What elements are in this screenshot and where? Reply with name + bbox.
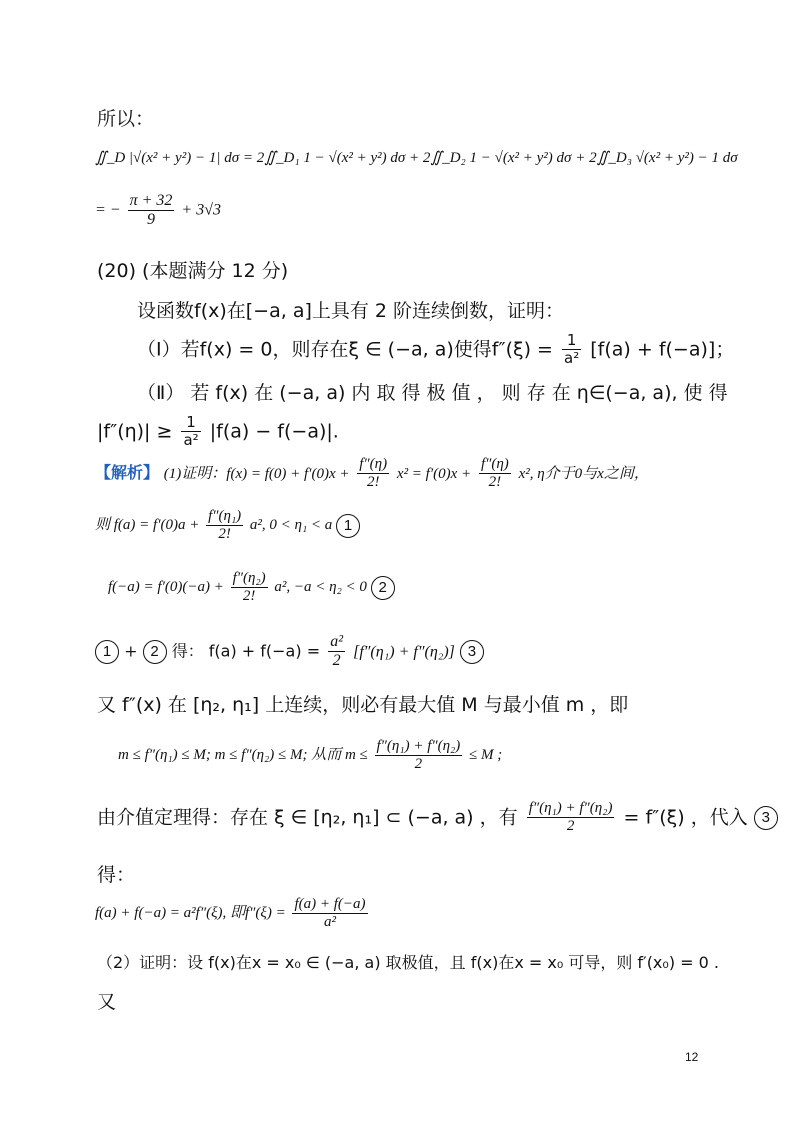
conclusion-text: f(a) + f(−a) = a²f″(ξ), 即f″(ξ) = xyxy=(95,905,286,922)
problem-statement: 设函数f(x)在[−a, a]上具有 2 阶连续倒数，证明： xyxy=(137,300,565,322)
solution-line-5: 又 f″(x) 在 [η₂, η₁] 上连续，则必有最大值 M 与最小值 m ，即 xyxy=(97,694,629,716)
bounds-tail: ≤ M ; xyxy=(469,747,503,764)
conclusion-fraction: $\frac{f(a) + f(-a)}{\text{a²}}$ xyxy=(294,896,366,931)
problem-heading: (20) (本题满分 12 分) xyxy=(97,260,289,282)
part-one-tail: [f(a) + f(−a)]； xyxy=(590,338,735,361)
circled-two-ref: 2 xyxy=(143,640,167,664)
solution-line-9 xyxy=(95,896,371,932)
taylor-fraction-1: $\frac{f''(\eta)}{2!}$ xyxy=(359,456,388,491)
fa-fraction: $\frac{\text{f″(η₁)}}{2!}$ xyxy=(208,508,242,543)
fa-range: a², 0 < η₁ < a xyxy=(249,517,333,534)
taylor-text-b: x² = f′(0)x + xyxy=(396,465,472,482)
sum-text: 得： f(a) + f(−a) = xyxy=(171,641,321,661)
fa-text: 则 f(a) = f′(0)a + xyxy=(95,517,200,534)
part-one-statement xyxy=(137,332,734,368)
solution-line-7 xyxy=(97,800,778,836)
solution-line-10: （2）证明：设 f(x)在x = x₀ ∈ (−a, a) 取极值，且 f(x)在x = x₀ 可导，则 f′(x₀) = 0 . xyxy=(97,953,719,972)
fneg-range: a², −a < η₂ < 0 xyxy=(274,579,367,596)
circled-three-ref: 3 xyxy=(754,806,778,830)
result-fraction: $\frac{\pi + 32}{9}$ xyxy=(129,192,173,229)
sum-bracket: [f″(η₁) + f″(η₂)] xyxy=(353,643,455,661)
integral-equation: ∬_D |√(x² + y²) − 1| dσ = 2∬_D₁ 1 − √(x² + y²) dσ + 2∬_D₂ 1 − √(x² + y²) dσ + 2∬_D₃ √(x² + y²) − 1 dσ xyxy=(95,150,738,166)
taylor-text-c: x², η介于0与x之间， xyxy=(518,465,649,482)
circled-three: 3 xyxy=(460,640,484,664)
solution-tag: 【解析】 xyxy=(95,462,160,482)
inequality-left: |f″(η)| ≥ xyxy=(97,420,173,443)
inequality-fraction: $\frac{1}{\text{a²}}$ xyxy=(183,413,199,450)
result-suffix: + 3√3 xyxy=(181,201,221,219)
solution-line-2 xyxy=(95,508,360,544)
so-label: 所以： xyxy=(97,108,155,130)
part-two-statement: （Ⅱ） 若 f(x) 在 (−a, a) 内 取 得 极 值 ， 则 存 在 η∈(−a, a), 使 得 xyxy=(137,382,728,404)
part-one-text: （Ⅰ）若f(x) = 0，则存在ξ ∈ (−a, a)使得f″(ξ) = xyxy=(137,338,553,361)
taylor-text-a: (1)证明：f(x) = f(0) + f′(0)x + xyxy=(163,465,350,482)
ivt-text: 由介值定理得：存在 ξ ∈ [η₂, η₁] ⊂ (−a, a) ，有 xyxy=(97,806,518,829)
circled-two: 2 xyxy=(371,576,395,600)
circled-one: 1 xyxy=(336,514,360,538)
circled-one-ref: 1 xyxy=(95,640,119,664)
bounds-text: m ≤ f″(η₁) ≤ M; m ≤ f″(η₂) ≤ M; 从而 m ≤ xyxy=(118,747,368,764)
part-two-inequality xyxy=(97,414,339,450)
fneg-fraction: $\frac{\text{f″(η₂)}}{2!}$ xyxy=(232,570,266,605)
solution-line-8: 得： xyxy=(97,864,136,886)
plus-sign: + xyxy=(124,641,138,661)
fneg-text: f(−a) = f′(0)(−a) + xyxy=(108,579,224,596)
result-prefix: = − xyxy=(95,201,121,219)
solution-line-4 xyxy=(95,633,484,671)
inequality-right: |f(a) − f(−a)|. xyxy=(209,420,339,443)
sum-fraction: $\frac{\text{a²}}{2}$ xyxy=(330,633,343,670)
part-one-fraction: $\frac{1}{\text{a²}}$ xyxy=(564,331,580,368)
solution-line-11: 又 xyxy=(97,991,117,1013)
bounds-fraction: $\frac{\text{f″(η₁) + f″(η₂)}}{2}$ xyxy=(376,738,461,773)
solution-line-3 xyxy=(108,570,395,606)
ivt-tail: = f″(ξ) ，代入 xyxy=(623,806,748,829)
solution-line-1 xyxy=(95,456,649,492)
page-number: 12 xyxy=(685,1050,699,1064)
taylor-fraction-2: $\frac{f''(\eta)}{2!}$ xyxy=(480,456,509,491)
solution-line-6 xyxy=(118,738,502,774)
integral-result xyxy=(95,192,221,230)
ivt-fraction: $\frac{\text{f″(η₁) + f″(η₂)}}{2}$ xyxy=(528,800,613,835)
